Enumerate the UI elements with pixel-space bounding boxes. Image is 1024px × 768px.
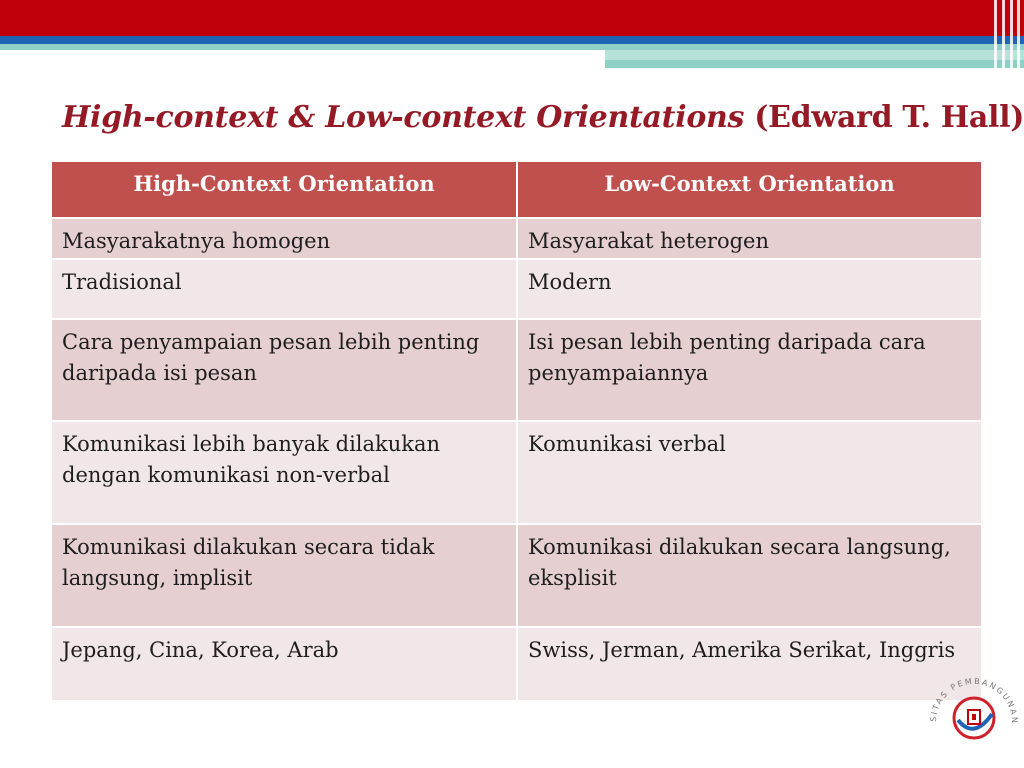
table-row bbox=[52, 319, 981, 421]
top-red-band bbox=[0, 0, 1024, 36]
slide-title bbox=[62, 100, 1024, 135]
table-cell: Masyarakatnya homogen bbox=[52, 218, 517, 259]
table-cell: Tradisional bbox=[52, 259, 517, 319]
top-teal-band-2 bbox=[605, 50, 1024, 60]
slide-title-attribution: (Edward T. Hall) bbox=[754, 100, 1024, 135]
decor-stripe bbox=[1017, 0, 1020, 70]
table-row bbox=[52, 218, 981, 259]
table-row bbox=[52, 421, 981, 524]
decor-stripe bbox=[1010, 0, 1013, 70]
table-cell: Komunikasi lebih banyak dilakukan dengan komunikasi non-verbal bbox=[52, 421, 517, 524]
top-teal-band-3 bbox=[605, 60, 1024, 68]
table-row bbox=[52, 524, 981, 627]
table-cell: Masyarakat heterogen bbox=[517, 218, 981, 259]
table-header-row bbox=[52, 162, 981, 218]
university-logo-icon bbox=[926, 662, 1022, 762]
decor-stripe bbox=[1002, 0, 1005, 70]
table-row bbox=[52, 259, 981, 319]
slide-title-main: High-context & Low-context Orientations bbox=[62, 100, 745, 135]
header-high-context: High-Context Orientation bbox=[52, 162, 517, 218]
table-row bbox=[52, 627, 981, 700]
table-cell: Jepang, Cina, Korea, Arab bbox=[52, 627, 517, 700]
table-cell: Modern bbox=[517, 259, 981, 319]
table-cell: Komunikasi dilakukan secara tidak langsung, implisit bbox=[52, 524, 517, 627]
table-cell: Komunikasi dilakukan secara langsung, eksplisit bbox=[517, 524, 981, 627]
table-cell: Komunikasi verbal bbox=[517, 421, 981, 524]
table-cell: Isi pesan lebih penting daripada cara penyampaiannya bbox=[517, 319, 981, 421]
table-cell: Swiss, Jerman, Amerika Serikat, Inggris bbox=[517, 627, 981, 700]
logo-ring-text: SITAS PEMBANGUNAN bbox=[928, 676, 1020, 725]
table-cell: Cara penyampaian pesan lebih penting daripada isi pesan bbox=[52, 319, 517, 421]
decor-stripe bbox=[994, 0, 997, 70]
university-logo bbox=[926, 662, 1022, 762]
top-blue-band bbox=[0, 36, 1024, 44]
context-table bbox=[52, 162, 981, 700]
header-low-context: Low-Context Orientation bbox=[517, 162, 981, 218]
